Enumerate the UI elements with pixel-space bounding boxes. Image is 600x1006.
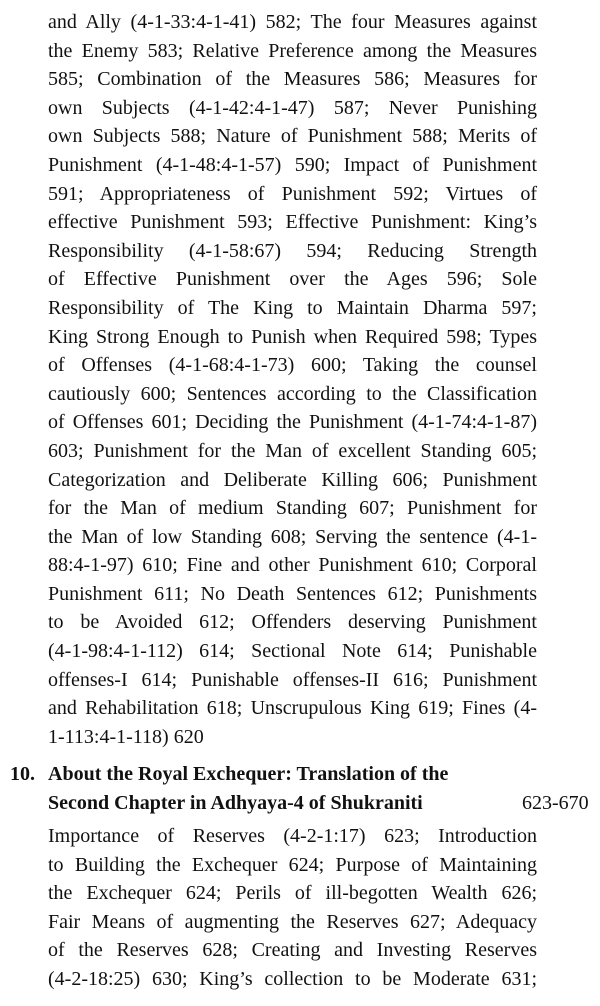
chapter-title-line-1: About the Royal Exchequer: Translation of the xyxy=(48,763,449,785)
text-line: Fair Means of augmenting the Reserves 627; Adequacy xyxy=(48,910,537,933)
text-line: (4-2-18:25) 630; King’s collection to be Moderate 631; xyxy=(48,967,537,990)
text-line: of the Reserves 628; Creating and Investing Reserves xyxy=(48,939,537,962)
text-line: the Exchequer 624; Perils of ill-begotten Wealth 626; xyxy=(48,882,537,905)
text-line: effective Punishment 593; Effective Punishment: King’s xyxy=(48,211,537,234)
text-line: and Ally (4-1-33:4-1-41) 582; The four Measures against xyxy=(48,11,537,33)
text-line: offenses-I 614; Punishable offenses-II 616; Punishment xyxy=(48,668,537,691)
text-line: to Building the Exchequer 624; Purpose of Maintaining xyxy=(48,853,537,876)
text-line: Responsibility (4-1-58:67) 594; Reducing Strength xyxy=(48,239,537,262)
text-line: own Subjects 588; Nature of Punishment 588; Merits of xyxy=(48,125,537,148)
chapter-page-range: 623-670 xyxy=(522,792,589,814)
text-line: the Enemy 583; Relative Preference among the Measures xyxy=(48,39,537,62)
text-line: Categorization and Deliberate Killing 606; Punishment xyxy=(48,468,537,491)
chapter-9-contents-paragraph xyxy=(48,8,537,751)
text-line: to be Avoided 612; Offenders deserving Punishment xyxy=(48,611,537,634)
text-line: Punishment (4-1-48:4-1-57) 590; Impact of Punishment xyxy=(48,153,537,176)
text-line: 88:4-1-97) 610; Fine and other Punishment 610; Corporal xyxy=(48,554,537,577)
text-line: cautiously 600; Sentences according to the Classification xyxy=(48,382,537,405)
text-line: own Subjects (4-1-42:4-1-47) 587; Never Punishing xyxy=(48,96,537,119)
chapter-10-contents-paragraph xyxy=(48,822,537,994)
text-line: Punishment 611; No Death Sentences 612; Punishments xyxy=(48,582,537,605)
text-line: Importance of Reserves (4-2-1:17) 623; Introduction xyxy=(48,825,537,847)
chapter-number: 10. xyxy=(10,763,35,785)
text-line: 1-113:4-1-118) 620 xyxy=(48,725,204,748)
text-line: (4-1-98:4-1-112) 614; Sectional Note 614; Punishable xyxy=(48,640,537,663)
text-line: of Offenses (4-1-68:4-1-73) 600; Taking the counsel xyxy=(48,354,537,377)
text-line: 591; Appropriateness of Punishment 592; Virtues of xyxy=(48,182,537,205)
text-line: for the Man of medium Standing 607; Punishment for xyxy=(48,497,537,520)
text-line: 603; Punishment for the Man of excellent Standing 605; xyxy=(48,439,537,462)
text-line: King Strong Enough to Punish when Required 598; Types xyxy=(48,325,537,348)
text-line: of Offenses 601; Deciding the Punishment (4-1-74:4-1-87) xyxy=(48,411,537,434)
text-line: and Rehabilitation 618; Unscrupulous King 619; Fines (4- xyxy=(48,697,537,720)
text-line: 585; Combination of the Measures 586; Measures for xyxy=(48,68,537,91)
text-line: the Man of low Standing 608; Serving the sentence (4-1- xyxy=(48,525,537,548)
chapter-title-line-2: Second Chapter in Adhyaya-4 of Shukraniti xyxy=(48,792,423,814)
text-line: of Effective Punishment over the Ages 596; Sole xyxy=(48,268,537,291)
text-line: Responsibility of The King to Maintain Dharma 597; xyxy=(48,296,537,319)
